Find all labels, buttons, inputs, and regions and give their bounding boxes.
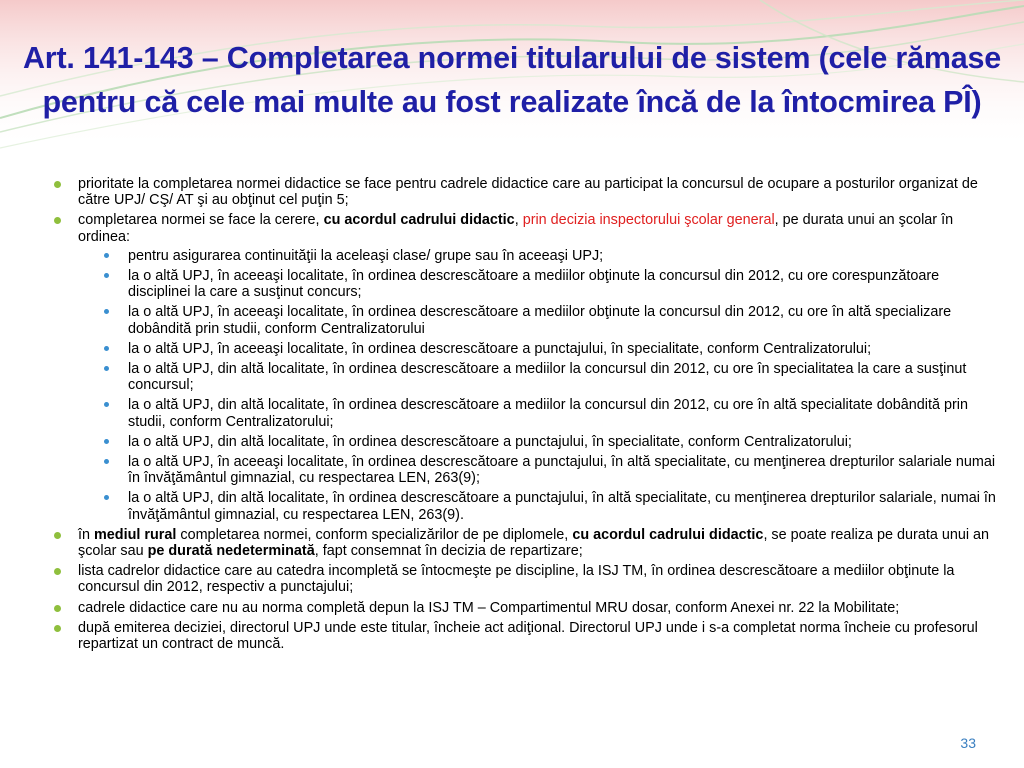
sub-bullet-item <box>104 434 996 450</box>
bullet-text: după emiterea deciziei, directorul UPJ unde este titular, încheie act adiţional. Directorul UPJ unde i s-a completat norma încheie cu profesorul repartizat un contract de muncă. <box>78 619 978 653</box>
sub-bullet-icon <box>104 309 109 314</box>
sub-bullet-item <box>104 361 996 393</box>
sub-bullet-text: la o altă UPJ, în aceeaşi localitate, în ordinea descrescătoare a punctajului, în specialitate, conform Centralizatorului; <box>128 340 872 357</box>
bullet-text: completarea normei, conform specializărilor de pe diplomele, <box>176 526 573 543</box>
sub-bullet-item <box>104 248 996 264</box>
bullet-bold-text: mediul rural <box>94 526 177 543</box>
bullet-item <box>56 527 996 559</box>
sub-bullet-item <box>104 397 996 429</box>
sub-bullet-list <box>104 248 996 523</box>
sub-bullet-icon <box>104 439 109 444</box>
sub-bullet-icon <box>104 459 109 464</box>
bullet-red-text: prin decizia inspectorului şcolar general <box>522 212 775 229</box>
bullet-text: completarea normei se face la cerere, <box>78 212 324 229</box>
sub-bullet-item <box>104 268 996 300</box>
sub-bullet-text: la o altă UPJ, în aceeaşi localitate, în ordinea descrescătoare a mediilor obţinute la concursul din 2012, cu ore în altă specializare dobândită prin studii, conform Centralizatorului <box>128 304 952 337</box>
bullet-bold-text: cu acordul cadrului didactic <box>572 526 764 543</box>
sub-bullet-icon <box>104 253 109 258</box>
sub-bullet-icon <box>104 495 109 500</box>
slide-title: Art. 141-143 – Completarea normei titularului de sistem (cele rămase pentru că cele mai multe au fost realizate încă de la întocmirea PÎ) <box>22 41 1002 119</box>
bullet-list <box>56 176 996 656</box>
sub-bullet-item <box>104 341 996 357</box>
bullet-bold-text: pe durată nedeterminată <box>147 543 315 560</box>
sub-bullet-item <box>104 304 996 336</box>
bullet-icon <box>54 568 61 575</box>
sub-bullet-item <box>104 454 996 486</box>
bullet-text: , fapt consemnat în decizia de repartizare; <box>314 543 583 560</box>
sub-bullet-text: la o altă UPJ, din altă localitate, în ordinea descrescătoare a punctajului, în specialitate, conform Centralizatorului; <box>128 433 852 450</box>
sub-bullet-text: la o altă UPJ, din altă localitate, în ordinea descrescătoare a mediilor la concursul din 2012, cu ore în specialitatea la care a susţinut concursul; <box>128 361 967 394</box>
bullet-text: în <box>78 526 94 543</box>
page-number: 33 <box>960 735 976 751</box>
sub-bullet-icon <box>104 346 109 351</box>
bullet-item <box>56 600 996 616</box>
sub-bullet-icon <box>104 366 109 371</box>
bullet-bold-text: cu acordul cadrului didactic <box>323 212 515 229</box>
sub-bullet-icon <box>104 273 109 278</box>
bullet-icon <box>54 625 61 632</box>
sub-bullet-text: la o altă UPJ, în aceeaşi localitate, în ordinea descrescătoare a punctajului, în altă specialitate, cu menţinerea drepturilor salariale numai în învăţământul gimnazial, cu respectarea LEN, 263(9); <box>128 454 996 487</box>
bullet-icon <box>54 217 61 224</box>
sub-bullet-item <box>104 490 996 522</box>
sub-bullet-text: la o altă UPJ, din altă localitate, în ordinea descrescătoare a mediilor la concursul din 2012, cu ore în altă specialitate dobândită prin studii, conform Centralizatorului; <box>128 397 968 430</box>
bullet-icon <box>54 181 61 188</box>
bullet-icon <box>54 605 61 612</box>
sub-bullet-icon <box>104 402 109 407</box>
bullet-item <box>56 563 996 595</box>
sub-bullet-text: la o altă UPJ, din altă localitate, în ordinea descrescătoare a punctajului, în altă specialitate, cu menţinerea drepturilor salariale, numai în învăţământul gimnazial, cu respectarea LEN, 263(9). <box>128 490 996 523</box>
bullet-text: , pe durata unui an şcolar în ordinea: <box>78 212 954 245</box>
bullet-text: , <box>514 212 523 229</box>
bullet-text: , se poate realiza pe durata unui an şcolar sau <box>78 526 990 560</box>
bullet-item <box>56 176 996 208</box>
bullet-icon <box>54 532 61 539</box>
bullet-item <box>56 620 996 652</box>
bullet-text: prioritate la completarea normei didactice se face pentru cadrele didactice care au participat la concursul de ocupare a posturilor organizat de către UPJ/ CŞ/ AT şi au obţinut cel puţin 5; <box>78 176 978 209</box>
bullet-text: lista cadrelor didactice care au catedra incompletă se întocmeşte pe discipline, la ISJ TM, în ordinea descrescătoare a mediilor obţinute la concursul din 2012, respectiv a punctajului; <box>78 563 955 596</box>
bullet-text: cadrele didactice care nu au norma completă depun la ISJ TM – Compartimentul MRU dosar, conform Anexei nr. 22 la Mobilitate; <box>78 599 900 616</box>
sub-bullet-text: la o altă UPJ, în aceeaşi localitate, în ordinea descrescătoare a mediilor obţinute la concursul din 2012, cu ore corespunzătoare disciplinei la care a susţinut concurs; <box>128 268 940 301</box>
bullet-item <box>56 212 996 522</box>
sub-bullet-text: pentru asigurarea continuităţii la aceleaşi clase/ grupe sau în aceeaşi UPJ; <box>128 247 604 264</box>
